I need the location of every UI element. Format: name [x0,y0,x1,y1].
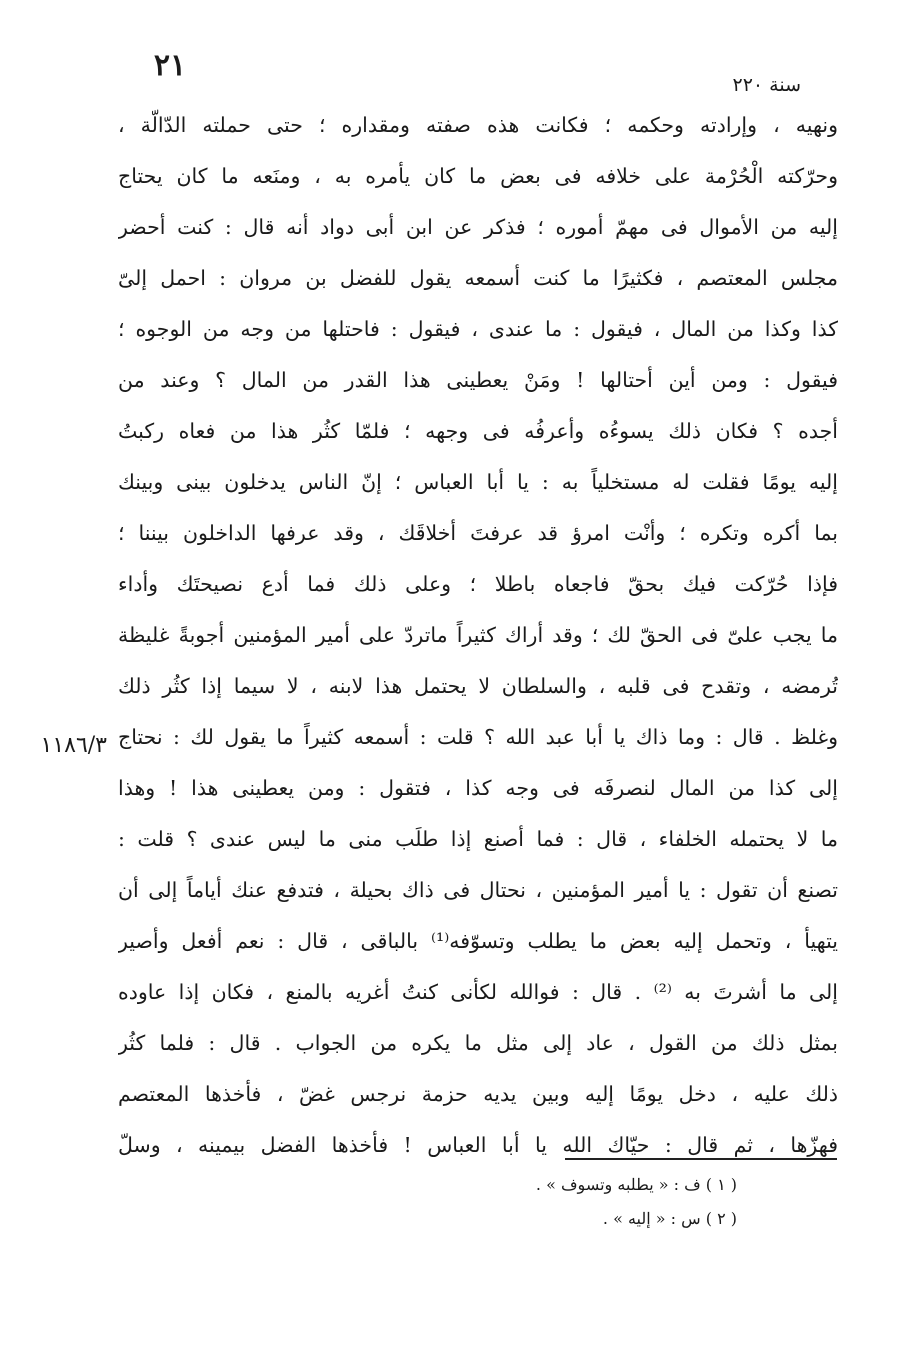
text-line: ذلك عليه ، دخل يومًا إليه وبين يديه حزمة نرجس غضّ ، فأخذها المعتصم [118,1082,838,1106]
footnote: ( ١ ) ف : « يطلبه وتسوف » . [535,1175,737,1194]
text-line: أجده ؟ فكان ذلك يسوءُه وأعرفُه فى وجهه ؛ فلمّا كثُر هذا من فعاه ركبتُ [118,419,838,443]
text-line: تُرمضه ، وتقدح فى قلبه ، والسلطان لا يحتمل هذا لابنه ، لا سيما إذا كثُر ذلك [118,674,838,698]
main-text [118,100,838,1171]
text-line: إليه من الأموال فى مهمّ أموره ؛ فذكر عن ابن أبى دواد أنه قال : كنت أحضر [118,215,838,239]
page-number: ٢١ [153,48,187,83]
text-line: فإذا حُرّكت فيك بحقّ فاجعاه باطلا ؛ وعلى ذلك فما أدع نصيحتَك وأداء [118,572,838,596]
text-line: إليه يومًا فقلت له مستخلياً به : يا أبا العباس ؛ إنّ الناس يدخلون بينى وبينك [118,470,838,494]
text-line: كذا وكذا من المال ، فيقول : ما عندى ، فيقول : فاحتلها من وجه من الوجوه ؛ [118,317,838,341]
text-line: يتهيأ ، وتحمل إليه بعض ما يطلب وتسوّفه⁽¹⁾ بالباقى ، قال : نعم أفعل وأصير [118,929,838,953]
text-line: إلى ما أشرتَ به ⁽²⁾ . قال : فوالله لكأنى كنتُ أغريه بالمنع ، فكان إذا عاوده [118,980,838,1004]
text-line: إلى كذا من المال لنصرفَه فى وجه كذا ، فتقول : ومن يعطينى هذا ! وهذا [118,776,838,800]
footnote-divider [565,1158,837,1160]
text-line: وغلظ . قال : وما ذاك يا أبا عبد الله ؟ قلت : أسمعه كثيراً ما يقول لك : نحتاج [118,725,838,749]
footnote: ( ٢ ) س : « إليه » . [602,1209,737,1228]
text-line: بمثل ذلك من القول ، عاد إلى مثل ما يكره من الجواب . قال : فلما كثُر [118,1031,838,1055]
text-line: فيقول : ومن أين أحتالها ! ومَنْ يعطينى هذا القدر من المال ؟ وعند من [118,368,838,392]
year-header: سنة ٢٢٠ [732,74,801,96]
margin-reference: ١١٨٦/٣ [40,733,107,758]
text-line: فهزّها ، ثم قال : حيّاك الله يا أبا العباس ! فأخذها الفضل بيمينه ، وسلّ [118,1133,838,1157]
footnotes [536,1168,737,1236]
text-line: مجلس المعتصم ، فكثيرًا ما كنت أسمعه يقول للفضل بن مروان : احمل إلىّ [118,266,838,290]
text-line: تصنع أن تقول : يا أمير المؤمنين ، نحتال فى ذاك بحيلة ، فتدفع عنك أياماً إلى أن [118,878,838,902]
text-line: ما يجب علىّ فى الحقّ لك ؛ وقد أراك كثيراً ماتردّ على أمير المؤمنين أجوبةً غليظة [118,623,838,647]
text-line: ونهيه ، وإرادته وحكمه ؛ فكانت هذه صفته ومقداره ؛ حتى حملته الدّالّة ، [118,113,838,137]
text-line: بما أكره وتكره ؛ وأنْت امرؤ قد عرفتَ أخلاقَك ، وقد عرفها الداخلون بيننا ؛ [118,521,838,545]
text-line: ما لا يحتمله الخلفاء ، قال : فما أصنع إذا طلَب منى ما ليس عندى ؟ قلت : [118,827,838,851]
text-line: وحرّكته الْحُرْمة على خلافه فى بعض ما كان يأمره به ، ومنَعه ما كان يحتاج [118,164,838,188]
